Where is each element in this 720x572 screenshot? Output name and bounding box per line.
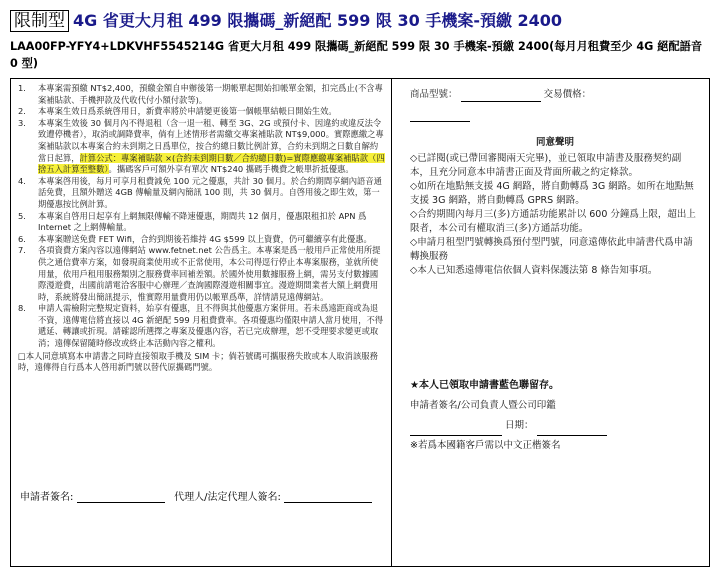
left-signature-row xyxy=(20,488,372,503)
term-number: 7. xyxy=(18,245,26,256)
terms-column xyxy=(18,83,386,374)
term-number: 3. xyxy=(18,117,26,128)
term-text xyxy=(38,303,386,349)
agreement-item: ◇已詳閱(或已帶回審閱兩天完畢)，並已領取申請書及服務契約副本，且充分同意本申請書正面及背面所載之約定條款。 xyxy=(410,153,682,178)
term-text xyxy=(38,234,386,246)
column-divider xyxy=(391,78,392,567)
term-text xyxy=(38,106,386,118)
term-text-main: 本專案需預繳 NT$2,400，預繳金額自申辦後第一期帳單起開始扣帳單金額，扣完爲止(不含專案補貼款、手機押款及代收代付小額付款等)。 xyxy=(38,83,383,105)
term-item xyxy=(18,211,386,234)
plan-code-subtitle: LAA00FP-YFY4+LDKVHF5545214G 省更大月租 499 限攜碼_新絕配 599 限 30 手機案-預繳 2400(每月月租費至少 4G 絕配語音 0 型) xyxy=(10,40,703,70)
applicant-signature-line[interactable] xyxy=(77,502,165,503)
agreement-item: ◇申請月租型門號轉換爲預付型門號，同意遠傳依此申請書代爲申請轉換服務 xyxy=(410,237,693,262)
restriction-tag: 限制型 xyxy=(10,10,69,32)
term-text-main: 本專案生效後 30 個月內不得退租（含一退一租、轉至 3G、2G 或預付卡、因違約或違反法令致遭停機者），取消或調降費率，倘有上述情形者需繳交專案補貼款 NT$9,000。實際應繳之專案補貼款以本專案合約未到期之日爲單位，按合約總日數比例計算，合約未到期之日數自解約當日起算， xyxy=(38,117,384,163)
plan-title: 4G 省更大月租 499 限攜碼_新絕配 599 限 30 手機案-預繳 2400 xyxy=(73,11,563,30)
term-number: 5. xyxy=(18,210,26,221)
price-label: 交易價格： xyxy=(543,89,592,100)
agreement-title: 同意聲明 xyxy=(535,137,574,148)
agreement-item: ◇合約期間內每月三(多)方通話功能累計以 600 分鐘爲上限，超出上限者，本公司有權取消三(多)方通話功能。 xyxy=(410,209,696,234)
terms-list xyxy=(18,83,386,350)
page-title xyxy=(10,6,710,31)
term-number: 8. xyxy=(18,303,26,314)
term-text xyxy=(38,83,386,106)
applicant-signature-label: 申請者簽名: xyxy=(20,492,74,503)
confirmation-section xyxy=(410,376,700,456)
date-label: 日期： xyxy=(505,420,534,431)
company-signer-label: 申請者簽名/公司負責人暨公司印鑑 xyxy=(410,400,556,411)
term-text-main: 本專案贈送免費 FET Wifi，合約到期後若維持 4G $599 以上資費，仍可繼續享有此優惠。 xyxy=(38,233,372,244)
product-info-row xyxy=(410,88,700,102)
term-item xyxy=(18,303,386,349)
agent-signature-line[interactable] xyxy=(284,502,372,503)
term-text xyxy=(38,118,386,176)
handset-consent-note[interactable]: □本人同意填寫本申請書之同時直接領取手機及 SIM 卡；倘若號碼可攜服務失敗或本人取消該服務時，遠傳得自行爲本人啓用新門號以替代原攜碼門號。 xyxy=(18,350,378,373)
term-text-main: 各項資費方案內容以遠傳網站 www.fetnet.net 公告爲主。本專案是爲一般用戶正常使用所提供之通信費率方案，如發現商業使用或不正常使用，本公司得逕行停止本專案服務，並就所使用量，依用戶租用服務類別之服務費率回補差額。於國外使用數據服務上網，需另支付數據國際漫遊費，出國前請電洽客服中心辦理／查詢國際漫遊相關事宜。漫遊期間業者大額上網費用時，系統將發出簡訊提示，惟實際用量費用仍以帳單爲準，詳情請見遠傳網站。 xyxy=(38,245,381,302)
term-item xyxy=(18,176,386,211)
model-label: 商品型號： xyxy=(410,89,458,100)
term-text xyxy=(38,211,386,234)
term-number: 4. xyxy=(18,175,26,186)
highlighted-formula: 計算公式：專案補貼款 ×(合約未到期日數／合約總日數)=實際應繳專案補貼款（四捨五入計算至整數） xyxy=(38,152,385,175)
term-number: 6. xyxy=(18,233,26,244)
agreement-item: ◇本人已知悉遠傳電信依個人資料保護法第 8 條告知事項。 xyxy=(410,265,658,276)
copy-received-statement: ★本人已領取申請書藍色聯留存。 xyxy=(410,380,559,391)
term-text-main: 本專案生效日爲系統啓用日，新費率將於申請變更後第一個帳單結帳日開始生效。 xyxy=(38,106,337,117)
term-text xyxy=(38,245,386,303)
term-item xyxy=(18,106,386,118)
right-column xyxy=(410,88,700,278)
term-item xyxy=(18,118,386,176)
agent-signature-label: 代理人/法定代理人簽名: xyxy=(174,492,281,503)
term-item xyxy=(18,245,386,303)
term-text-main: 本專案啓用後，每月可享月租費減免 100 元之優惠，共計 30 個月。於合約期間享網內語音通話免費，且額外贈送 4GB 傳輸量及網內簡訊 100 則，共 30 個月。自啓用後之即生效，第一期優惠按比例計算。 xyxy=(38,175,382,209)
term-item xyxy=(18,234,386,246)
price-field[interactable] xyxy=(410,121,470,122)
term-text xyxy=(38,176,386,211)
term-number: 2. xyxy=(18,106,26,117)
term-number: 1. xyxy=(18,83,26,93)
agreement-item: ◇如所在地點無支援 4G 網路，將自動轉爲 3G 網路。如所在地點無支援 3G 網路，將自動轉爲 GPRS 網路。 xyxy=(410,181,694,206)
model-field[interactable] xyxy=(461,101,541,102)
term-text-main: 申請人需檢附完整規定資料，始享有優惠，且不得與其他優惠方案併用。若未爲遠距商或為退不資，遠傳電信將直接以 4G 新絕配 599 月租費費率。各項優惠均僅限申請人當月使用，不得遞延、轉讓或折現。請確認所選擇之專案及優惠內容，若已完成辦理，恕不受理要求變更或取消；遠傳保留隨時修改或終止本活動內容之權利。 xyxy=(38,303,384,349)
foreign-customer-note: ※若爲本國籍客戶需以中文正楷簽名 xyxy=(410,440,561,451)
agreement-list xyxy=(410,152,700,278)
term-text-tail: 。攜碼客戶可額外享有單次 NT$240 攜碼手機費之帳單折抵優惠。 xyxy=(108,164,354,175)
term-item xyxy=(18,83,386,106)
term-text-main: 本專案自啓用日起享有上網無限傳輸不降速優惠，期間共 12 個月，優惠限租扣於 APN 爲 Internet 之上網傳輸量。 xyxy=(38,210,367,233)
